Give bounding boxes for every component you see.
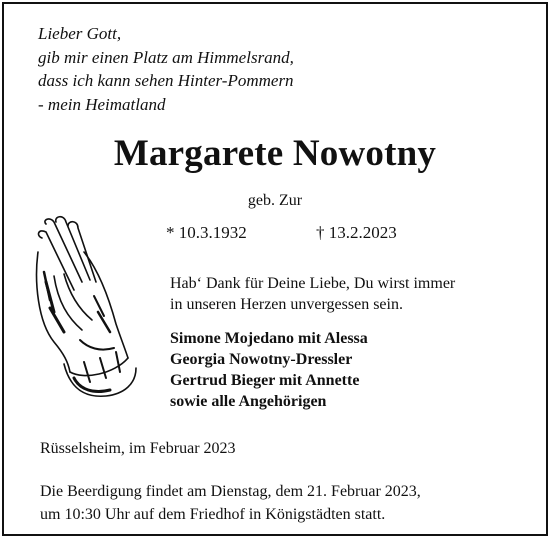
funeral-line: Die Beerdigung findet am Dienstag, dem 21. Februar 2023,	[40, 483, 421, 500]
deceased-name: Margarete Nowotny	[113, 133, 437, 174]
thanks-line: Hab‘ Dank für Deine Liebe, Du wirst immer	[170, 275, 456, 292]
thanks-line: in unseren Herzen unvergessen sein.	[170, 296, 403, 313]
funeral-info	[40, 480, 421, 526]
place-date: Rüsselsheim, im Februar 2023	[40, 440, 236, 457]
maiden-name: geb. Zur	[247, 192, 303, 209]
mourner: sowie alle Angehörigen	[170, 393, 327, 410]
poem-line: gib mir einen Platz am Himmelsrand,	[38, 47, 294, 67]
poem-line: - mein Heimatland	[38, 94, 166, 114]
praying-hands-icon	[24, 212, 144, 402]
death-date: † 13.2.2023	[316, 223, 397, 242]
mourners-list	[170, 328, 368, 412]
poem-line: Lieber Gott,	[38, 24, 122, 43]
thanks-text	[170, 273, 455, 315]
birth-date: * 10.3.1932	[166, 223, 247, 242]
poem	[38, 22, 294, 116]
mourner: Gertrud Bieger mit Annette	[170, 372, 360, 389]
mourner: Simone Mojedano mit Alessa	[170, 330, 368, 347]
funeral-line: um 10:30 Uhr auf dem Friedhof in Königstädten statt.	[40, 506, 386, 523]
poem-line: dass ich kann sehen Hinter-Pommern	[38, 71, 294, 90]
obituary-notice	[2, 2, 548, 536]
mourner: Georgia Nowotny-Dressler	[170, 351, 353, 368]
